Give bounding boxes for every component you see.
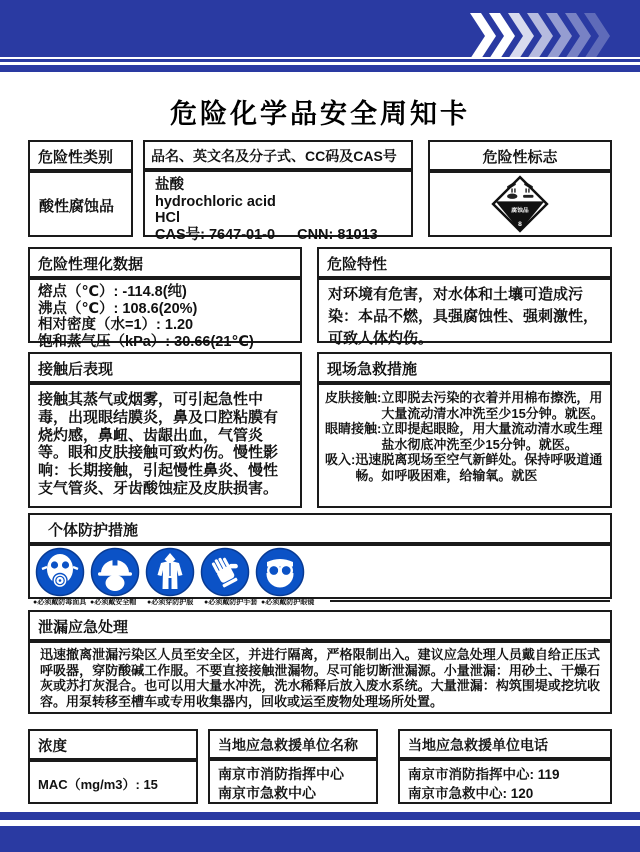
cas-number: CAS号: 7647-01-0 [155,226,276,243]
first-aid-eye-text: 立即提起眼睑，用大量流动清水或生理盐水彻底冲洗至少15分钟。就医。 [381,421,603,452]
chemical-name-en: hydrochloric acid [155,193,276,210]
hazard-class-panel [28,140,133,237]
contact-effects-panel [28,352,302,508]
hazard-traits-header: 危险特性 [319,249,610,278]
ppe-icons-row [30,544,610,597]
row-ppe [28,513,612,606]
safety-helmet-icon [90,547,140,597]
protective-suit-icon [145,547,195,597]
vapor-pressure: 饱和蒸气压（kPa）: 30.66(21℃) [38,333,254,350]
hazard-mark-panel [428,140,612,237]
identity-header: 品名、英文名及分子式、CC码及CAS号 [145,142,411,170]
ppe-label-goggles: ●必须戴防护眼镜 [261,599,315,606]
row-properties [28,247,612,350]
ppe-header: 个体防护措施 [30,515,610,544]
first-aid-panel [317,352,612,508]
protective-gloves-icon [200,547,250,597]
identity-panel [143,140,413,243]
protective-goggles-icon [255,547,305,597]
row-emergency-info [28,729,612,804]
gas-mask-icon [35,547,85,597]
ppe-labels-row [30,597,610,607]
physchem-header: 危险性理化数据 [30,249,300,278]
footer-stripe [0,812,640,820]
first-aid-eye [325,421,604,452]
first-aid-skin-label: 皮肤接触: [325,390,382,405]
ppe-label-gloves: ●必须戴防护手套 [204,599,258,606]
contact-effects-header: 接触后表现 [30,354,300,383]
chevron-arrows-icon [470,13,630,59]
rescue-name-medical: 南京市急救中心 [218,785,316,801]
physchem-panel [28,247,302,350]
diamond-class-number: 8 [518,220,522,228]
rescue-phones-header: 当地应急救援单位电话 [400,731,610,759]
hazard-mark-header: 危险性标志 [430,142,610,171]
concentration-header: 浓度 [30,731,196,760]
relative-density: 相对密度（水=1）: 1.20 [38,317,194,333]
first-aid-inhale-text: 迅速脱离现场至空气新鲜处。保持呼吸道通畅。如呼吸困难，给输氧。就医 [355,452,603,483]
melting-point: 熔点（℃）: -114.8(纯) [38,284,187,300]
rescue-names-panel [208,729,378,804]
rescue-phone-medical: 南京市急救中心: 120 [408,786,534,801]
first-aid-header: 现场急救措施 [319,354,610,383]
row-exposure [28,352,612,508]
boiling-point: 沸点（℃）: 108.6(20%) [38,300,198,317]
concentration-value: MAC（mg/m3）: 15 [38,776,158,792]
page-title: 危险化学品安全周知卡 [170,99,470,129]
first-aid-eye-label: 眼睛接触: [325,421,382,437]
rescue-name-fire: 南京市消防指挥中心 [218,766,344,782]
hazard-class-header: 危险性类别 [30,142,131,171]
first-aid-skin-text: 立即脱去污染的衣着并用棉布擦洗，用大量流动清水冲洗至少15分钟。就医。 [381,390,604,421]
chemical-formula: HCl [155,210,180,226]
row-identity [28,140,612,243]
ppe-label-gas-mask: ●必须戴防毒面具 [33,599,87,606]
top-banner [0,0,640,72]
hazard-traits-text: 对环境有危害，对水体和土壤可造成污染：本品不燃，具强腐蚀性、强刺激性，可致人体灼伤。 [328,286,599,347]
card-content [28,140,612,804]
hazard-class-value: 酸性腐蚀品 [39,197,115,215]
diamond-label: 腐蚀品 [511,207,529,214]
rescue-phone-fire: 南京市消防指挥中心: 119 [408,767,560,782]
ppe-rule-line [330,600,610,602]
banner-divider-thick [0,62,640,65]
spill-text: 迅速撤离泄漏污染区人员至安全区，并进行隔离，严格限制出入。建议应急处理人员戴自给正压式呼吸器，穿防酸碱工作服。不要直接接触泄漏物。尽可能切断泄漏源。小量泄漏：用砂土、干燥石灰或苏打灰混合。也可以用大量水冲洗，洗水稀释后放入废水系统。大量泄漏：构筑围堤或挖坑收容。用泵转移至槽车或专用收集器内，回收或运至废物处理场所处置。 [40,647,600,710]
chemical-name-cn: 盐酸 [155,177,184,193]
concentration-panel [28,729,198,804]
first-aid-inhale [325,452,604,483]
footer-bar [0,826,640,852]
hazard-traits-panel [317,247,612,347]
first-aid-skin [325,390,604,421]
cnn-number: CNN: 81013 [297,226,378,243]
rescue-names-header: 当地应急救援单位名称 [210,731,376,759]
rescue-phones-panel [398,729,612,804]
ppe-label-helmet: ●必须戴安全帽 [90,599,137,606]
ppe-panel [28,513,612,606]
row-spill [28,610,612,714]
contact-effects-text: 接触其蒸气或烟雾，可引起急性中毒，出现眼结膜炎，鼻及口腔粘膜有烧灼感，鼻衄、齿龈出血，气管炎等。眼和皮肤接触可致灼伤。慢性影响：长期接触，引起慢性鼻炎、慢性支气管炎、牙齿酸蚀症及皮肤损害。 [38,391,279,497]
first-aid-inhale-label: 吸入: [325,452,356,468]
corrosive-diamond-icon [491,175,549,233]
ppe-label-suit: ●必须穿防护服 [147,599,194,606]
spill-header: 泄漏应急处理 [30,612,610,641]
spill-panel [28,610,612,714]
